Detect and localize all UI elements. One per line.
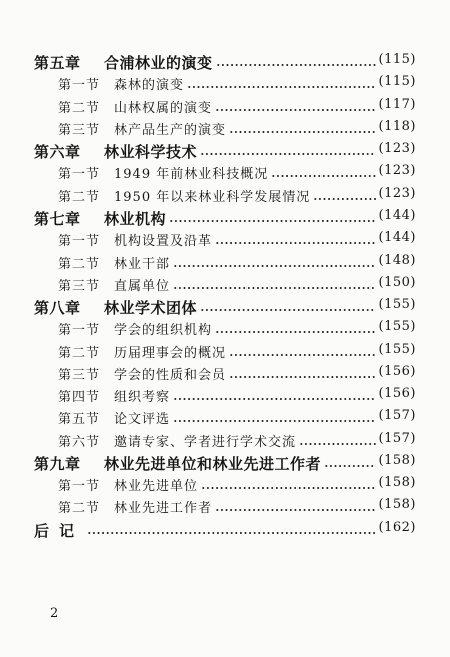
chapter-number: 第九章 [34, 455, 81, 473]
toc-section-row [0, 119, 450, 141]
toc-section-row [0, 275, 450, 297]
toc-chapter-row [0, 297, 450, 319]
dot-leader [215, 331, 376, 333]
dot-leader [324, 465, 376, 467]
toc-section-row [0, 319, 450, 341]
toc-section-row [0, 230, 450, 252]
page-reference: (123) [378, 141, 416, 156]
page-reference: (148) [378, 253, 416, 268]
toc-chapter-row [0, 208, 450, 230]
toc-chapter-row [0, 52, 450, 74]
afterword-label: 后记 [34, 522, 85, 540]
chapter-title: 林业学术团体 [104, 299, 198, 317]
section-title: 直属单位 [114, 279, 171, 294]
section-number: 第一节 [58, 479, 101, 494]
section-title: 学会的组织机构 [114, 323, 213, 338]
section-title: 组织考察 [114, 390, 171, 405]
toc-section-row [0, 163, 450, 185]
page-reference: (158) [378, 475, 416, 490]
dot-leader [229, 376, 376, 378]
page-reference: (158) [378, 497, 416, 512]
dot-leader [215, 109, 376, 111]
dot-leader [173, 398, 376, 400]
section-number: 第五节 [58, 412, 101, 427]
page-reference: (162) [378, 520, 416, 535]
page-reference: (156) [378, 386, 416, 401]
section-title: 历届理事会的概况 [114, 346, 227, 361]
chapter-title: 林业机构 [104, 210, 167, 228]
section-number: 第二节 [58, 257, 101, 272]
dot-leader [215, 509, 376, 511]
dot-leader [173, 420, 376, 422]
toc-chapter-row [0, 453, 450, 475]
page-reference: (157) [378, 408, 416, 423]
section-title: 邀请专家、学者进行学术交流 [114, 435, 297, 450]
section-title: 学会的性质和会员 [114, 368, 227, 383]
chapter-title: 合浦林业的演变 [104, 54, 213, 72]
dot-leader [200, 309, 376, 311]
page-reference: (158) [378, 453, 416, 468]
toc-afterword-row [0, 520, 450, 542]
toc-section-row [0, 74, 450, 96]
dot-leader [169, 220, 376, 222]
toc-section-row [0, 342, 450, 364]
toc-section-row [0, 253, 450, 275]
dot-leader [313, 198, 375, 200]
section-number: 第一节 [58, 167, 101, 182]
section-number: 第三节 [58, 123, 101, 138]
section-title: 1949 年前林业科技概况 [114, 167, 269, 182]
chapter-number: 第七章 [34, 210, 81, 228]
section-title: 林业先进单位 [114, 479, 199, 494]
page-number: 2 [50, 606, 59, 621]
section-number: 第一节 [58, 78, 101, 93]
section-number: 第二节 [58, 101, 101, 116]
dot-leader [229, 131, 376, 133]
toc-chapter-row [0, 141, 450, 163]
page-reference: (117) [378, 97, 416, 112]
dot-leader [187, 86, 376, 88]
chapter-title: 林业先进单位和林业先进工作者 [104, 455, 322, 473]
toc-section-row [0, 475, 450, 497]
page-reference: (155) [378, 342, 416, 357]
dot-leader [216, 64, 376, 66]
section-number: 第三节 [58, 368, 101, 383]
page-reference: (144) [378, 230, 416, 245]
page-reference: (115) [378, 74, 416, 89]
section-title: 林产品生产的演变 [114, 123, 227, 138]
toc-section-row [0, 386, 450, 408]
page-reference: (150) [378, 275, 416, 290]
chapter-number: 第六章 [34, 143, 81, 161]
section-number: 第四节 [58, 390, 101, 405]
dot-leader [299, 443, 376, 445]
section-title: 森林的演变 [114, 78, 185, 93]
section-title: 1950 年以来林业科学发展情况 [114, 190, 311, 205]
dot-leader [229, 354, 376, 356]
toc-section-row [0, 431, 450, 453]
toc-section-row [0, 497, 450, 519]
page-reference: (144) [378, 208, 416, 223]
section-title: 林业干部 [114, 257, 171, 272]
dot-leader [215, 242, 376, 244]
page-reference: (123) [378, 163, 416, 178]
page-reference: (123) [378, 186, 416, 201]
section-number: 第二节 [58, 346, 101, 361]
page-reference: (155) [378, 319, 416, 334]
page-reference: (115) [378, 52, 416, 67]
page-reference: (118) [378, 119, 416, 134]
dot-leader [271, 175, 375, 177]
chapter-number: 第五章 [34, 54, 81, 72]
section-title: 山林权属的演变 [114, 101, 213, 116]
page-reference: (157) [378, 431, 416, 446]
section-number: 第二节 [58, 190, 101, 205]
chapter-title: 林业科学技术 [104, 143, 198, 161]
page-reference: (155) [378, 297, 416, 312]
section-title: 论文评选 [114, 412, 171, 427]
dot-leader [173, 287, 376, 289]
section-number: 第三节 [58, 279, 101, 294]
chapter-number: 第八章 [34, 299, 81, 317]
toc-section-row [0, 408, 450, 430]
dot-leader [201, 487, 376, 489]
toc-section-row [0, 186, 450, 208]
section-title: 林业先进工作者 [114, 501, 213, 516]
dot-leader [87, 532, 376, 534]
section-number: 第六节 [58, 435, 101, 450]
page-reference: (156) [378, 364, 416, 379]
section-number: 第一节 [58, 323, 101, 338]
section-number: 第一节 [58, 234, 101, 249]
toc-section-row [0, 97, 450, 119]
toc-section-row [0, 364, 450, 386]
dot-leader [200, 153, 376, 155]
section-title: 机构设置及沿革 [114, 234, 213, 249]
dot-leader [173, 265, 376, 267]
section-number: 第二节 [58, 501, 101, 516]
